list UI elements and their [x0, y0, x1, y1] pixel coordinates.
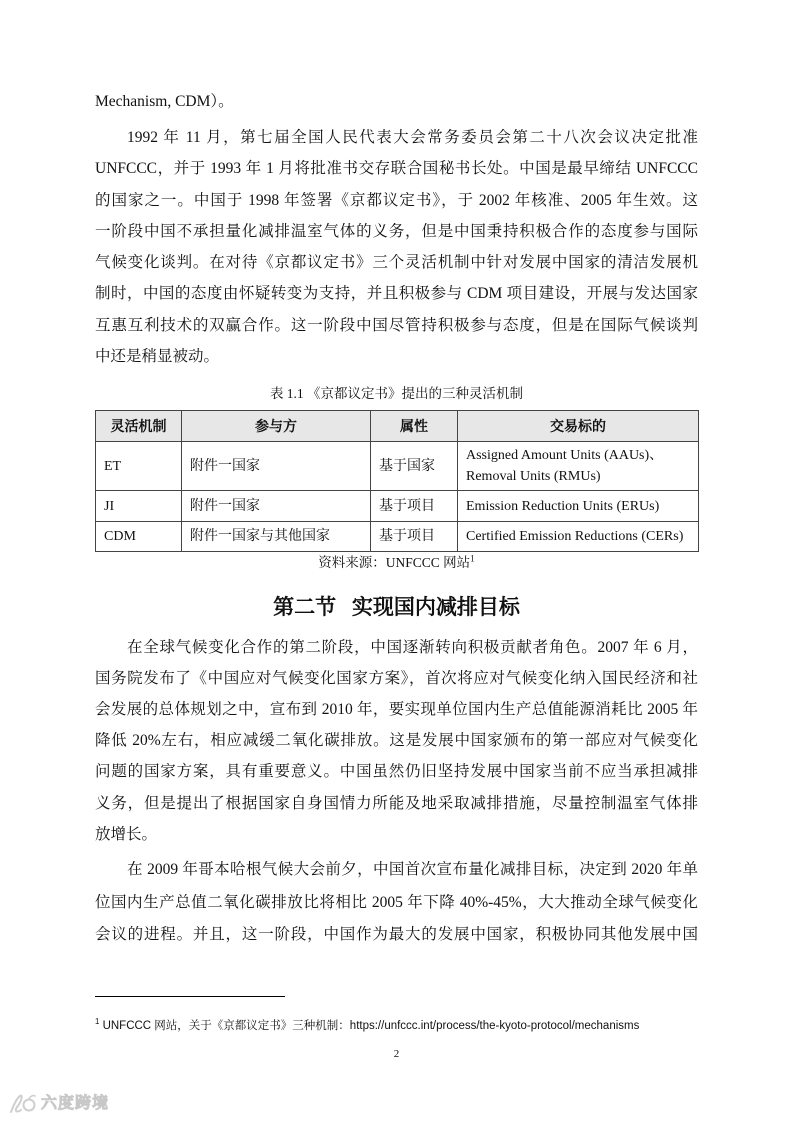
source-text: 资料来源：UNFCCC 网站 [318, 555, 471, 570]
paragraph-line: 在全球气候变化合作的第二阶段，中国逐渐转向积极贡献者角色。2007 年 6 月， [127, 638, 698, 656]
instrument-line: Assigned Amount Units (AAUs)、 [466, 448, 664, 463]
paragraph-line: 国务院发布了《中国应对气候变化国家方案》，首次将应对气候变化纳入国民经济和社 [95, 669, 698, 687]
cell-attribute: 基于项目 [371, 491, 458, 522]
cell-participants: 附件一国家 [182, 491, 371, 522]
paragraph-line: 降低 20%左右，相应减缓二氧化碳排放。这是发展中国家颁布的第一部应对气候变化 [95, 732, 698, 750]
header-instrument: 交易标的 [458, 411, 699, 442]
footnote-reference: 1 [470, 553, 475, 564]
table-source-note [95, 553, 698, 573]
footnote-text: UNFCCC 网站，关于《京都议定书》三种机制：https://unfccc.int/process/the-kyoto-protocol/mechanisms [102, 1020, 640, 1032]
watermark [8, 1092, 109, 1116]
paragraph-2 [95, 632, 698, 850]
paragraph-line: 位国内生产总值二氧化碳排放比将相比 2005 年下降 40%-45%，大大推动全球气候变化 [95, 893, 698, 911]
watermark-text: 六度跨境 [41, 1095, 110, 1112]
header-mechanism: 灵活机制 [96, 411, 182, 442]
cell-mechanism: CDM [96, 522, 182, 552]
footnote-marker: 1 [95, 1017, 100, 1027]
flexible-mechanisms-table [95, 410, 699, 552]
paragraph-3 [95, 854, 698, 952]
footnote-separator [95, 996, 285, 997]
cell-mechanism: JI [96, 491, 182, 522]
paragraph-line: 互惠互利技术的双赢合作。这一阶段中国尽管持积极参与态度，但是在国际气候谈判 [95, 316, 698, 334]
cell-participants: 附件一国家与其他国家 [182, 522, 371, 552]
paragraph-line: 1992 年 11 月，第七届全国人民代表大会常务委员会第二十八次会议决定批准 [127, 129, 698, 146]
table-row [96, 442, 699, 491]
paragraph-line: 会议的进程。并且，这一阶段，中国作为最大的发展中国家，积极协同其他发展中国 [95, 926, 698, 943]
cell-attribute: 基于项目 [371, 522, 458, 552]
paragraph-line: 制时，中国的态度由怀疑转变为支持，并且积极参与 CDM 项目建设，开展与发达国家 [95, 285, 698, 303]
cell-attribute: 基于国家 [371, 442, 458, 491]
continuation-line [95, 86, 698, 117]
paragraph-line: UNFCCC，并于 1993 年 1 月将批准书交存联合国秘书长处。中国是最早缔结 UNFCCC [95, 160, 698, 178]
paragraph-line: 放增长。 [95, 825, 158, 843]
paragraph-line: 中还是稍显被动。 [95, 348, 220, 366]
instrument-line: Emission Reduction Units (ERUs) [466, 498, 660, 514]
table-row [96, 522, 699, 552]
paragraph-line: 会发展的总体规划之中，宣布到 2010 年，要实现单位国内生产总值能源消耗比 2005 年 [95, 700, 698, 718]
cell-instrument [458, 442, 699, 491]
page-number: 2 [393, 1048, 400, 1060]
table-header-row [96, 411, 699, 442]
paragraph-line: 气候变化谈判。在对待《京都议定书》三个灵活机制中针对发展中国家的清洁发展机 [95, 254, 698, 272]
cell-instrument [458, 491, 699, 522]
header-attribute: 属性 [371, 411, 458, 442]
footnote [95, 1018, 698, 1034]
paragraph-line: 的国家之一。中国于 1998 年签署《京都议定书》，于 2002 年核准、2005 年生效。这 [95, 191, 698, 209]
table-row [96, 491, 699, 522]
section-heading: 第二节 实现国内减排目标 [273, 596, 520, 619]
header-participants: 参与方 [182, 411, 371, 442]
paragraph-line: 问题的国家方案，具有重要意义。中国虽然仍旧坚持发展中国家当前不应当承担减排 [95, 763, 698, 781]
liudu-logo-icon [8, 1093, 38, 1115]
paragraph-1 [95, 122, 698, 372]
paragraph-line: 义务，但是提出了根据国家自身国情力所能及地采取减排措施，尽量控制温室气体排 [95, 794, 698, 812]
cell-instrument [458, 522, 699, 552]
paragraph-line: 一阶段中国不承担量化减排温室气体的义务，但是中国秉持积极合作的态度参与国际 [95, 222, 698, 240]
paragraph-line: Mechanism, CDM）。 [95, 93, 234, 110]
cell-participants: 附件一国家 [182, 442, 371, 491]
paragraph-line: 在 2009 年哥本哈根气候大会前夕，中国首次宣布量化减排目标，决定到 2020 年单 [127, 861, 698, 878]
instrument-line: Removal Units (RMUs) [466, 469, 601, 484]
table-caption: 表 1.1 《京都议定书》提出的三种灵活机制 [269, 386, 524, 401]
cell-mechanism: ET [96, 442, 182, 491]
instrument-line: Certified Emission Reductions (CERs) [466, 529, 684, 544]
